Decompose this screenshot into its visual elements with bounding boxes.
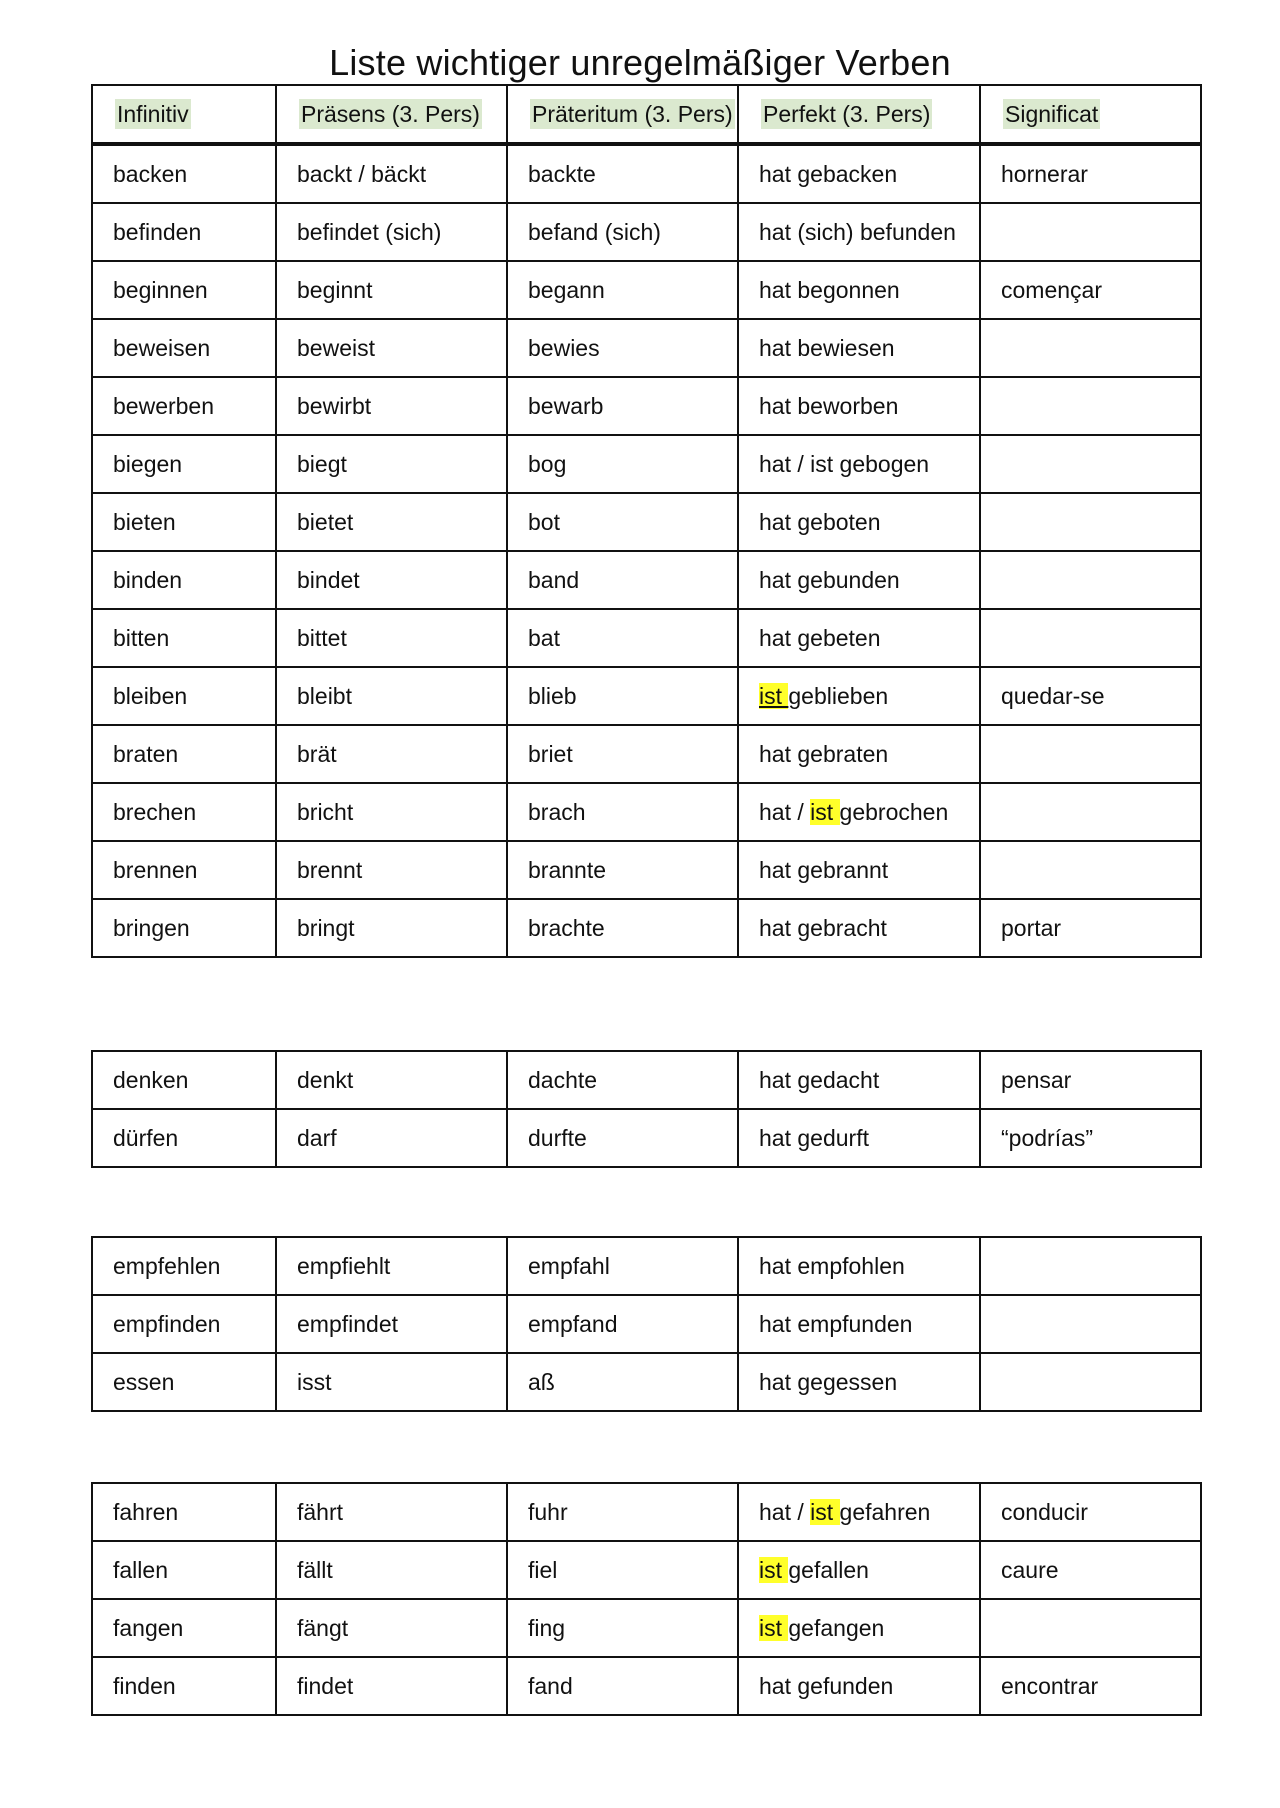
cell-praeteritum: bewarb <box>507 377 738 435</box>
cell-praeteritum: fand <box>507 1657 738 1715</box>
verb-table-d <box>91 1050 1202 1168</box>
cell-praeteritum: briet <box>507 725 738 783</box>
cell-significat <box>980 319 1201 377</box>
cell-praeteritum: bot <box>507 493 738 551</box>
cell-significat <box>980 493 1201 551</box>
perfekt-aux-highlight: ist <box>810 798 840 825</box>
cell-significat: conducir <box>980 1483 1201 1541</box>
cell-perfekt: hat gebeten <box>738 609 980 667</box>
header-label-infinitiv: Infinitiv <box>117 100 189 127</box>
cell-infinitiv: bewerben <box>92 377 276 435</box>
cell-significat <box>980 1599 1201 1657</box>
perfekt-participle: gefahren <box>839 1498 931 1525</box>
verb-row <box>92 551 1201 609</box>
cell-perfekt <box>738 667 980 725</box>
cell-significat: pensar <box>980 1051 1201 1109</box>
verb-table-header <box>91 84 1202 144</box>
cell-perfekt: hat geboten <box>738 493 980 551</box>
cell-praeteritum: empfahl <box>507 1237 738 1295</box>
cell-praesens: findet <box>276 1657 507 1715</box>
cell-praesens: fährt <box>276 1483 507 1541</box>
cell-significat <box>980 435 1201 493</box>
cell-praesens: brät <box>276 725 507 783</box>
cell-significat <box>980 725 1201 783</box>
header-cell-praesens <box>276 85 507 143</box>
cell-infinitiv: bringen <box>92 899 276 957</box>
cell-praeteritum: blieb <box>507 667 738 725</box>
cell-praeteritum: fiel <box>507 1541 738 1599</box>
cell-praeteritum: bat <box>507 609 738 667</box>
cell-praesens: empfiehlt <box>276 1237 507 1295</box>
cell-infinitiv: biegen <box>92 435 276 493</box>
cell-praesens: beweist <box>276 319 507 377</box>
cell-significat <box>980 1353 1201 1411</box>
cell-praesens: empfindet <box>276 1295 507 1353</box>
cell-infinitiv: bleiben <box>92 667 276 725</box>
cell-significat <box>980 609 1201 667</box>
cell-praeteritum: aß <box>507 1353 738 1411</box>
cell-praesens: bindet <box>276 551 507 609</box>
cell-praesens: bricht <box>276 783 507 841</box>
cell-praeteritum: dachte <box>507 1051 738 1109</box>
cell-praesens: bewirbt <box>276 377 507 435</box>
verb-row <box>92 783 1201 841</box>
cell-praesens: bittet <box>276 609 507 667</box>
cell-praesens: bleibt <box>276 667 507 725</box>
verb-row <box>92 725 1201 783</box>
cell-perfekt: hat gebunden <box>738 551 980 609</box>
cell-perfekt: hat gegessen <box>738 1353 980 1411</box>
verb-row <box>92 1541 1201 1599</box>
cell-significat: hornerar <box>980 145 1201 203</box>
perfekt-aux-highlight: ist <box>759 682 789 709</box>
cell-perfekt: hat gefunden <box>738 1657 980 1715</box>
header-label-praesens: Präsens (3. Pers) <box>301 100 480 127</box>
verb-row <box>92 145 1201 203</box>
cell-perfekt: hat gebracht <box>738 899 980 957</box>
cell-perfekt: hat gebrannt <box>738 841 980 899</box>
perfekt-aux-highlight: ist <box>810 1498 840 1525</box>
verb-row <box>92 1353 1201 1411</box>
cell-perfekt: hat gedurft <box>738 1109 980 1167</box>
cell-praeteritum: fuhr <box>507 1483 738 1541</box>
cell-praesens: befindet (sich) <box>276 203 507 261</box>
cell-perfekt <box>738 1541 980 1599</box>
cell-praesens: darf <box>276 1109 507 1167</box>
perfekt-aux-highlight: ist <box>759 1556 789 1583</box>
cell-infinitiv: fangen <box>92 1599 276 1657</box>
cell-praesens: denkt <box>276 1051 507 1109</box>
verb-row <box>92 1599 1201 1657</box>
header-label-significat: Significat <box>1005 100 1099 127</box>
cell-significat <box>980 551 1201 609</box>
cell-perfekt: hat gebraten <box>738 725 980 783</box>
verb-table-b <box>91 144 1202 958</box>
cell-praesens: fällt <box>276 1541 507 1599</box>
cell-praeteritum: fing <box>507 1599 738 1657</box>
page-title: Liste wichtiger unregelmäßiger Verben <box>329 42 951 83</box>
header-label-perfekt: Perfekt (3. Pers) <box>763 100 931 127</box>
cell-significat: encontrar <box>980 1657 1201 1715</box>
verb-table-f <box>91 1482 1202 1716</box>
verb-row <box>92 609 1201 667</box>
verb-row <box>92 203 1201 261</box>
verb-table-e <box>91 1236 1202 1412</box>
cell-praeteritum: brach <box>507 783 738 841</box>
cell-significat <box>980 377 1201 435</box>
cell-infinitiv: empfinden <box>92 1295 276 1353</box>
header-row <box>92 85 1201 143</box>
cell-perfekt: hat empfunden <box>738 1295 980 1353</box>
perfekt-prefix: hat / <box>759 1498 811 1525</box>
verb-row <box>92 261 1201 319</box>
verb-row <box>92 1657 1201 1715</box>
cell-praeteritum: bog <box>507 435 738 493</box>
cell-infinitiv: backen <box>92 145 276 203</box>
cell-infinitiv: empfehlen <box>92 1237 276 1295</box>
perfekt-participle: geblieben <box>788 682 889 709</box>
cell-infinitiv: beweisen <box>92 319 276 377</box>
verb-row <box>92 1295 1201 1353</box>
cell-praeteritum: band <box>507 551 738 609</box>
verb-row <box>92 435 1201 493</box>
cell-infinitiv: bieten <box>92 493 276 551</box>
cell-praeteritum: befand (sich) <box>507 203 738 261</box>
cell-infinitiv: brechen <box>92 783 276 841</box>
cell-praesens: fängt <box>276 1599 507 1657</box>
cell-infinitiv: beginnen <box>92 261 276 319</box>
cell-perfekt: hat (sich) befunden <box>738 203 980 261</box>
cell-infinitiv: dürfen <box>92 1109 276 1167</box>
verb-row <box>92 377 1201 435</box>
cell-perfekt <box>738 1483 980 1541</box>
cell-significat: “podrías” <box>980 1109 1201 1167</box>
verb-row <box>92 841 1201 899</box>
cell-perfekt: hat / ist gebogen <box>738 435 980 493</box>
perfekt-participle: gefallen <box>788 1556 869 1583</box>
cell-infinitiv: denken <box>92 1051 276 1109</box>
cell-praeteritum: empfand <box>507 1295 738 1353</box>
cell-praeteritum: brannte <box>507 841 738 899</box>
cell-praeteritum: bewies <box>507 319 738 377</box>
verb-row <box>92 493 1201 551</box>
cell-praesens: beginnt <box>276 261 507 319</box>
header-cell-significat <box>980 85 1201 143</box>
cell-significat <box>980 841 1201 899</box>
verb-row <box>92 1483 1201 1541</box>
cell-praesens: backt / bäckt <box>276 145 507 203</box>
header-cell-perfekt <box>738 85 980 143</box>
verb-row <box>92 1109 1201 1167</box>
cell-infinitiv: brennen <box>92 841 276 899</box>
cell-perfekt: hat bewiesen <box>738 319 980 377</box>
cell-praesens: brennt <box>276 841 507 899</box>
cell-perfekt <box>738 1599 980 1657</box>
perfekt-participle: gebrochen <box>839 798 949 825</box>
perfekt-participle: gefangen <box>788 1614 885 1641</box>
cell-praesens: bietet <box>276 493 507 551</box>
cell-significat: portar <box>980 899 1201 957</box>
cell-infinitiv: fahren <box>92 1483 276 1541</box>
cell-praesens: biegt <box>276 435 507 493</box>
cell-infinitiv: finden <box>92 1657 276 1715</box>
verb-row <box>92 319 1201 377</box>
header-label-praeteritum: Präteritum (3. Pers) <box>532 100 733 127</box>
cell-significat: caure <box>980 1541 1201 1599</box>
header-cell-infinitiv <box>92 85 276 143</box>
cell-significat <box>980 1295 1201 1353</box>
cell-infinitiv: befinden <box>92 203 276 261</box>
cell-perfekt: hat gebacken <box>738 145 980 203</box>
cell-perfekt: hat gedacht <box>738 1051 980 1109</box>
verb-row <box>92 667 1201 725</box>
cell-infinitiv: bitten <box>92 609 276 667</box>
cell-praeteritum: backte <box>507 145 738 203</box>
cell-infinitiv: essen <box>92 1353 276 1411</box>
cell-infinitiv: binden <box>92 551 276 609</box>
cell-significat <box>980 1237 1201 1295</box>
verb-row <box>92 1237 1201 1295</box>
cell-significat <box>980 783 1201 841</box>
perfekt-prefix: hat / <box>759 798 811 825</box>
cell-perfekt: hat beworben <box>738 377 980 435</box>
cell-praeteritum: durfte <box>507 1109 738 1167</box>
cell-significat: començar <box>980 261 1201 319</box>
cell-praesens: bringt <box>276 899 507 957</box>
cell-perfekt: hat begonnen <box>738 261 980 319</box>
cell-praeteritum: begann <box>507 261 738 319</box>
cell-perfekt <box>738 783 980 841</box>
verb-row <box>92 1051 1201 1109</box>
verb-row <box>92 899 1201 957</box>
cell-infinitiv: braten <box>92 725 276 783</box>
perfekt-aux-highlight: ist <box>759 1614 789 1641</box>
header-cell-praeteritum <box>507 85 738 143</box>
cell-praesens: isst <box>276 1353 507 1411</box>
cell-praeteritum: brachte <box>507 899 738 957</box>
cell-significat <box>980 203 1201 261</box>
cell-infinitiv: fallen <box>92 1541 276 1599</box>
cell-significat: quedar-se <box>980 667 1201 725</box>
cell-perfekt: hat empfohlen <box>738 1237 980 1295</box>
